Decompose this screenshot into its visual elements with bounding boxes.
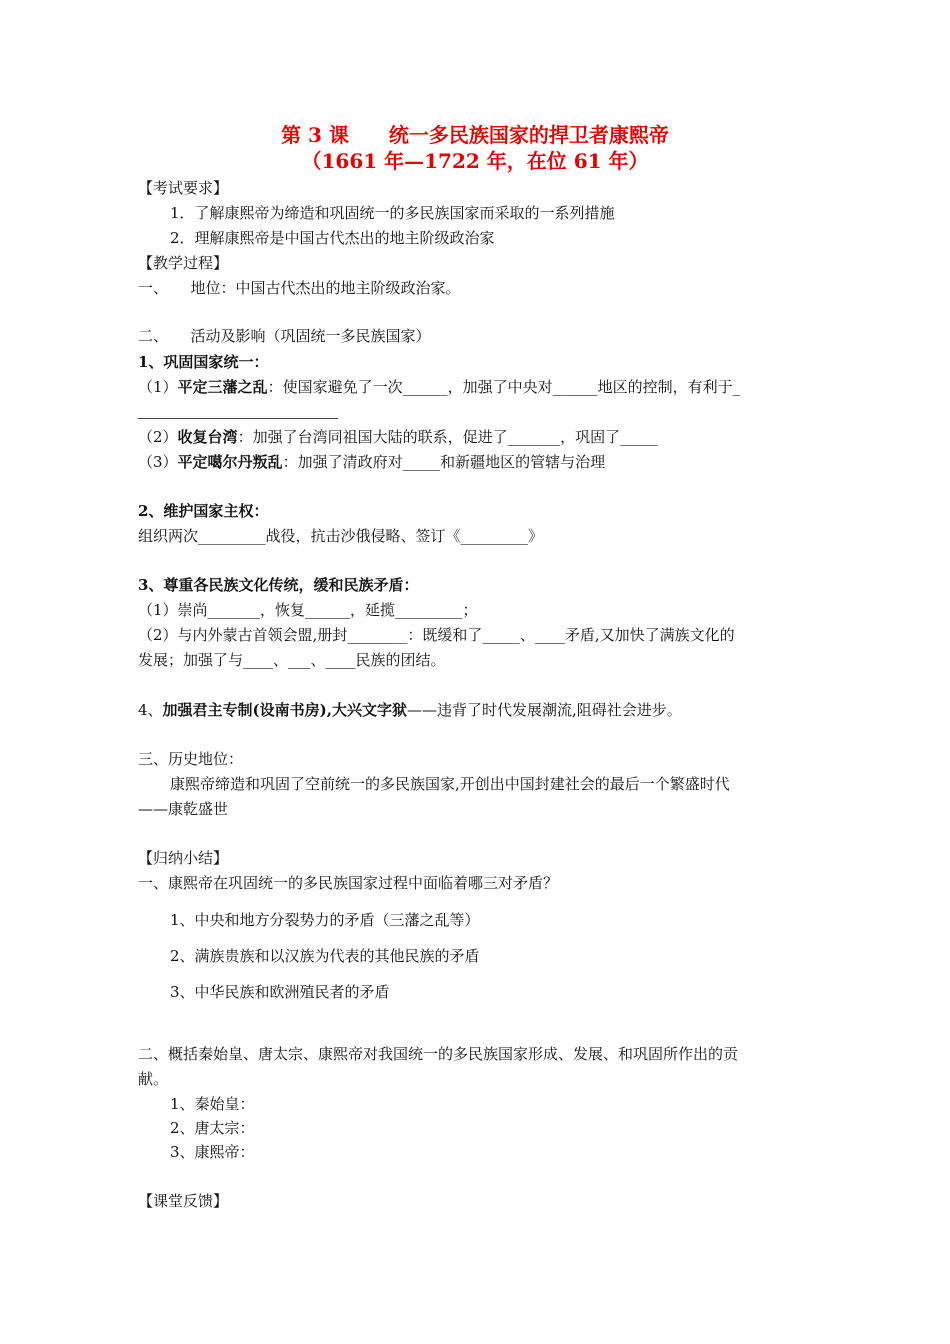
section-one-status: 一、 地位：中国古代杰出的地主阶级政治家。	[138, 279, 461, 297]
subsection-4	[138, 700, 682, 720]
summary-heading: 【归纳小结】	[138, 849, 229, 867]
summary-question-2: 献。	[138, 1070, 169, 1088]
summary-question-1: 一、康熙帝在巩固统一的多民族国家过程中面临着哪三对矛盾？	[138, 874, 559, 892]
item-number: （1）	[138, 378, 178, 396]
teaching-process-heading: 【教学过程】	[138, 254, 229, 272]
subsection-2-text: 组织两次_________战役，抗击沙俄侵略、签订《_________》	[138, 527, 544, 545]
subsection-3-line: 发展；加强了与____、___、____民族的团结。	[138, 651, 446, 669]
subsection-3-line: （1）崇尚_______，恢复______，延揽_________；	[138, 601, 478, 619]
item-text: ——违背了时代发展潮流,阻碍社会进步。	[406, 701, 682, 719]
section-three-heading: 三、历史地位：	[138, 750, 244, 768]
classroom-feedback-heading: 【课堂反馈】	[138, 1192, 229, 1210]
item-number: 4、	[138, 701, 163, 719]
subsection-3-line: （2）与内外蒙古首领会盟,册封________：既缓和了_____、____矛盾,又加快了满族文化的	[138, 626, 735, 644]
lesson-title: 第 3 课 统一多民族国家的捍卫者康熙帝	[281, 123, 669, 147]
item-text: ：加强了台湾同祖国大陆的联系，促进了_______，巩固了_____	[237, 428, 658, 446]
summary-answer-item: 1、秦始皇：	[170, 1095, 255, 1113]
summary-answer-item: 1、中央和地方分裂势力的矛盾（三藩之乱等）	[170, 911, 480, 929]
summary-answer-item: 3、康熙帝：	[170, 1143, 255, 1161]
section-three-text: 康熙帝缔造和巩固了空前统一的多民族国家,开创出中国封建社会的最后一个繁盛时代	[170, 775, 730, 793]
lesson-subtitle-years: （1661 年—1722 年，在位 61 年）	[301, 149, 649, 173]
summary-question-2: 二、概括秦始皇、唐太宗、康熙帝对我国统一的多民族国家形成、发展、和巩固所作出的贡	[138, 1045, 739, 1063]
item-pacify-galdan	[138, 452, 605, 472]
section-three-text: ——康乾盛世	[138, 800, 229, 818]
subsection-3-heading: 3、尊重各民族文化传统，缓和民族矛盾：	[138, 576, 419, 594]
subsection-1-heading: 1、巩固国家统一：	[138, 353, 269, 371]
item-pacify-three-feudatories	[138, 377, 740, 397]
exam-requirement-item: 2．理解康熙帝是中国古代杰出的地主阶级政治家	[170, 229, 495, 247]
blank-underline	[138, 418, 338, 419]
summary-answer-item: 3、中华民族和欧洲殖民者的矛盾	[170, 983, 390, 1001]
exam-requirement-item: 1．了解康熙帝为缔造和巩固统一的多民族国家而采取的一系列措施	[170, 204, 615, 222]
summary-answer-item: 2、满族贵族和以汉族为代表的其他民族的矛盾	[170, 947, 480, 965]
item-bold-term: 收复台湾	[177, 428, 238, 446]
item-recover-taiwan	[138, 427, 658, 447]
item-number: （3）	[138, 453, 178, 471]
subsection-2-heading: 2、维护国家主权：	[138, 502, 269, 520]
item-bold-term: 加强君主专制(设南书房),大兴文字狱	[162, 701, 407, 719]
item-bold-term: 平定三藩之乱	[177, 378, 268, 396]
summary-answer-item: 2、唐太宗：	[170, 1119, 255, 1137]
item-number: （2）	[138, 428, 178, 446]
item-bold-term: 平定噶尔丹叛乱	[177, 453, 283, 471]
exam-requirements-heading: 【考试要求】	[138, 179, 229, 197]
item-text: ：使国家避免了一次______，加强了中央对______地区的控制，有利于_	[267, 378, 741, 396]
section-two-activities: 二、 活动及影响（巩固统一多民族国家）	[138, 327, 431, 345]
item-text: ：加强了清政府对_____和新疆地区的管辖与治理	[282, 453, 606, 471]
